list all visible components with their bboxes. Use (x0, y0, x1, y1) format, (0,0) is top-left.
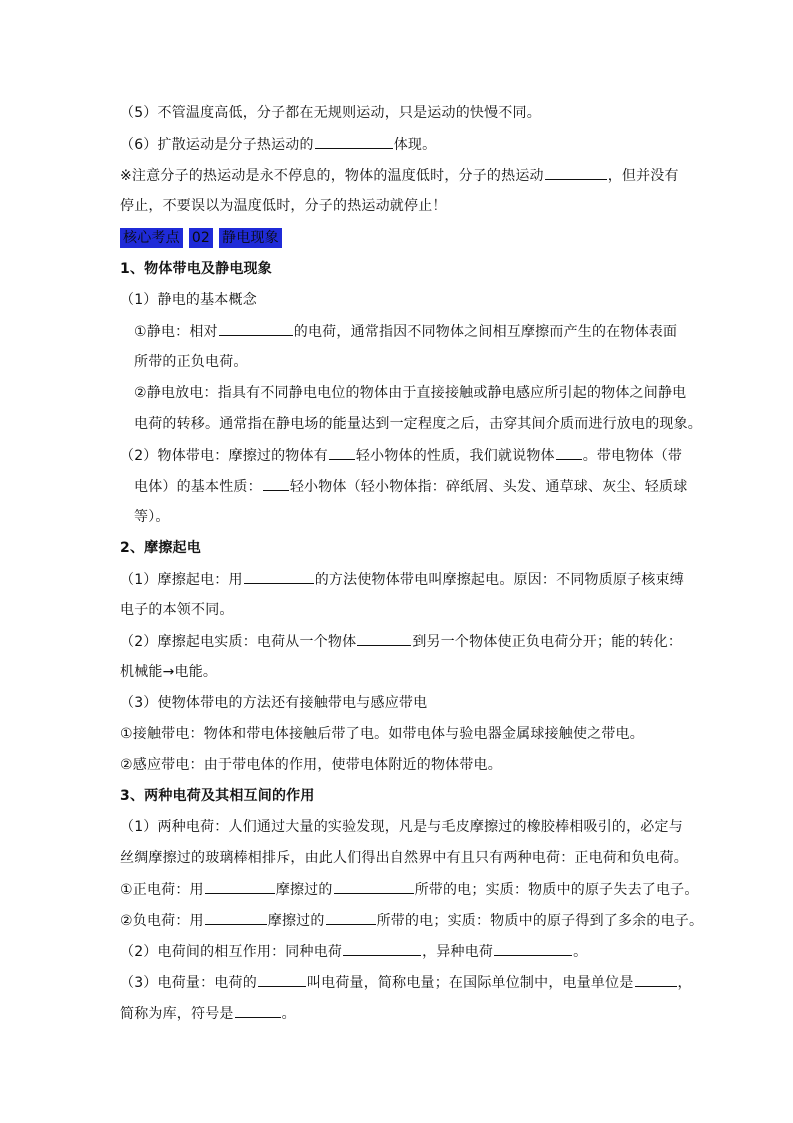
blank (635, 972, 677, 987)
charged-object-end: 等）。 (134, 509, 170, 525)
core-topic-banner (120, 228, 282, 248)
blank (205, 910, 267, 925)
blank (219, 321, 293, 336)
core-label: 核心考点 (120, 228, 183, 248)
two-charges: （1）两种电荷：人们通过大量的实验发现，凡是与毛皮摩擦过的橡胶棒相吸引的，必定与 (120, 819, 683, 835)
positive-charge: ①正电荷：用 摩擦过的 所带的电；实质：物质中的原子失去了电子。 (120, 879, 699, 900)
blank (244, 569, 314, 584)
charge-interaction: （2）电荷间的相互作用：同种电荷 ，异种电荷 。 (120, 941, 587, 962)
friction-2: （2）摩擦起电实质：电荷从一个物体 到另一个物体使正负电荷分开；能的转化： (120, 631, 682, 652)
charged-object-cont: 电体）的基本性质： 轻小物体（轻小物体指：碎纸屑、头发、通草球、灰尘、轻质球 (134, 476, 687, 497)
core-number: 02 (189, 228, 213, 248)
blank (334, 879, 414, 894)
section-heading-2: 2、摩擦起电 (120, 540, 201, 556)
friction-1-cont: 电子的本领不同。 (120, 602, 234, 618)
charge-quantity: （3）电荷量：电荷的 叫电荷量，简称电量；在国际单位制中，电量单位是 ， (120, 972, 692, 993)
subheading-1-1: （1）静电的基本概念 (120, 292, 257, 308)
blank (545, 165, 607, 180)
blank (205, 879, 275, 894)
blank (357, 631, 411, 646)
charged-object: （2）物体带电：摩擦过的物体有 轻小物体的性质，我们就说物体 。带电物体（带 (120, 445, 682, 466)
blank (556, 445, 582, 460)
negative-charge: ②负电荷：用 摩擦过的 所带的电；实质：物质中的原子得到了多余的电子。 (120, 910, 703, 931)
blank (343, 941, 421, 956)
contact-charging: ①接触带电：物体和带电体接触后带了电。如带电体与验电器金属球接触使之带电。 (120, 726, 644, 742)
section-heading-3: 3、两种电荷及其相互间的作用 (120, 788, 315, 804)
section-heading-1: 1、物体带电及静电现象 (120, 261, 272, 277)
blank (263, 476, 289, 491)
charge-quantity-cont: 简称为库，符号是 。 (120, 1003, 296, 1024)
note-line-1: ※注意分子的热运动是永不停息的，物体的温度低时，分子的热运动 ，但并没有 (120, 165, 679, 186)
core-topic: 静电现象 (219, 228, 282, 248)
note-line-2: 停止，不要误以为温度低时，分子的热运动就停止！ (120, 198, 447, 214)
blank (326, 910, 376, 925)
blank (329, 445, 355, 460)
static-discharge: ②静电放电：指具有不同静电电位的物体由于直接接触或静电感应所引起的物体之间静电 (134, 385, 687, 401)
friction-2-cont: 机械能→电能。 (120, 664, 218, 680)
friction-3: （3）使物体带电的方法还有接触带电与感应带电 (120, 695, 428, 711)
blank (235, 1003, 281, 1018)
two-charges-cont: 丝绸摩擦过的玻璃棒相排斥，由此人们得出自然界中有且只有两种电荷：正电荷和负电荷。 (120, 850, 688, 866)
friction-1: （1）摩擦起电：用 的方法使物体带电叫摩擦起电。原因：不同物质原子核束缚 (120, 569, 684, 590)
item-5: （5）不管温度高低，分子都在无规则运动，只是运动的快慢不同。 (120, 105, 541, 121)
induction-charging: ②感应带电：由于带电体的作用，使带电体附近的物体带电。 (120, 757, 502, 773)
blank (494, 941, 572, 956)
blank (315, 134, 393, 149)
blank (258, 972, 306, 987)
item-6: （6）扩散运动是分子热运动的 体现。 (120, 134, 436, 155)
static-definition-cont: 所带的正负电荷。 (134, 354, 248, 370)
static-discharge-cont: 电荷的转移。通常指在静电场的能量达到一定程度之后，击穿其间介质而进行放电的现象。 (134, 416, 702, 432)
static-definition: ①静电：相对 的电荷，通常指因不同物体之间相互摩擦而产生的在物体表面 (134, 321, 677, 342)
